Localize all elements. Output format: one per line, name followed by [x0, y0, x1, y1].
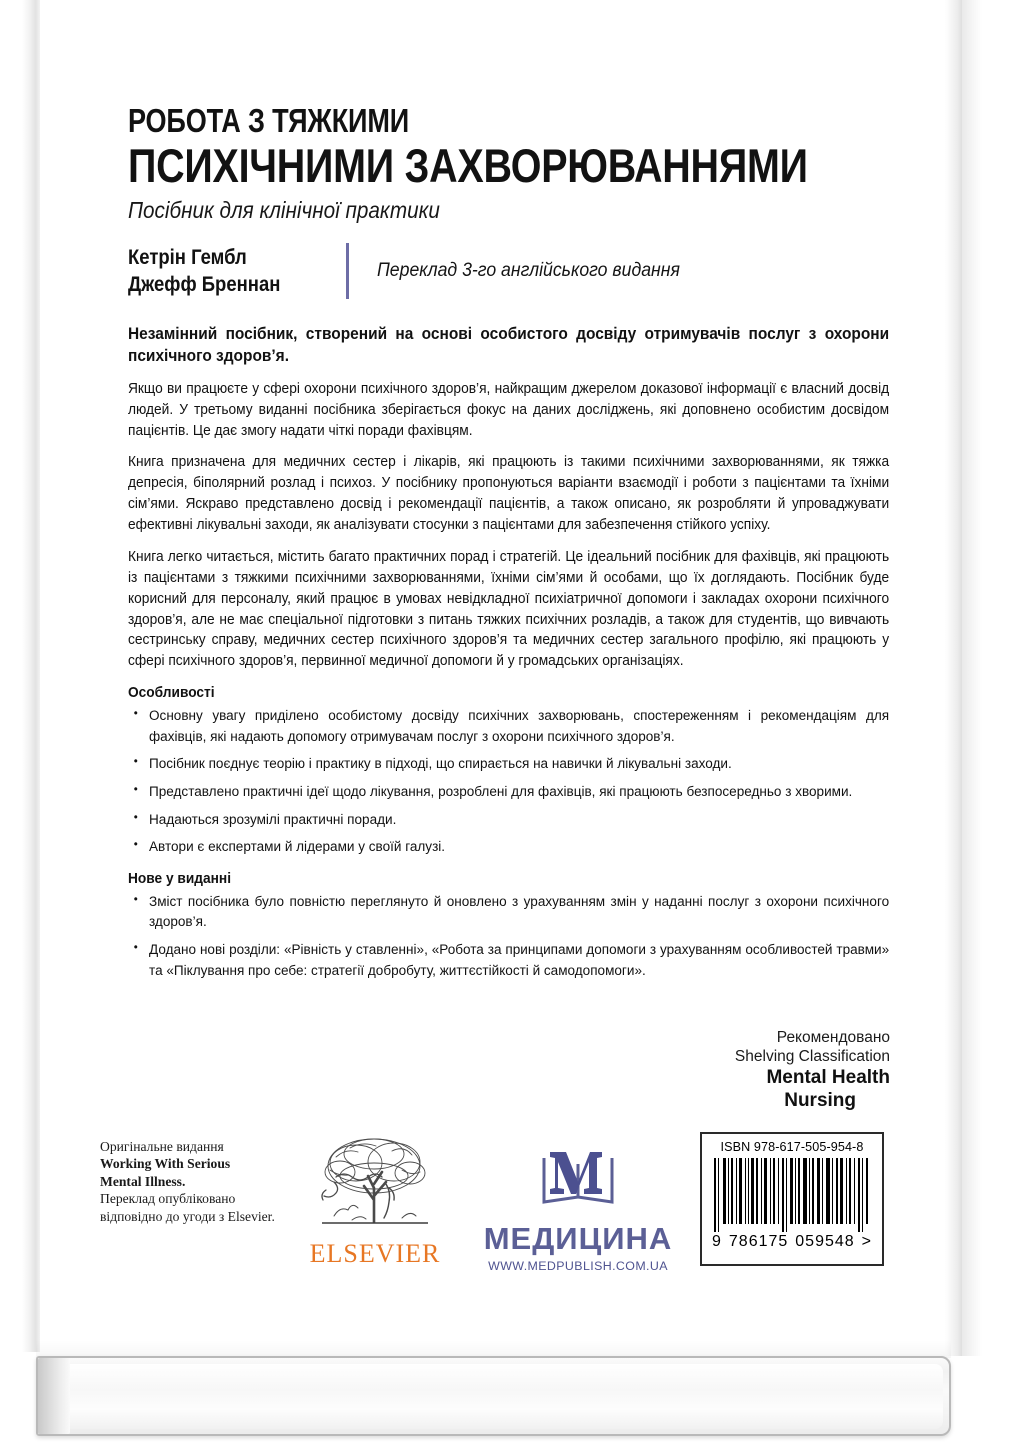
blurb-lead: Незамінний посібник, створений на основі особистого досвіду отримувачів послуг з охорони психічного здоров’я. [128, 325, 890, 366]
shelving-recommendation [128, 1028, 890, 1113]
author-name-2: Джефф Бреннан [128, 273, 281, 297]
original-edition-line-5: відповідно до угоди з Elsevier. [100, 1208, 275, 1224]
author-name-1: Кетрін Гембл [128, 245, 247, 269]
back-cover-content [128, 104, 890, 981]
features-heading: Особливості [128, 685, 215, 702]
book-title-line-1: РОБОТА З ТЯЖКИМИ [128, 102, 410, 139]
medicina-url: WWW.MEDPUBLISH.COM.UA [488, 1259, 668, 1273]
elsevier-wordmark: ELSEVIER [309, 1239, 441, 1268]
book-page-block-spine-tab [38, 1358, 70, 1434]
original-edition-line-1: Оригінальне видання [100, 1139, 224, 1154]
recommendation-line-2: Shelving Classification [734, 1048, 890, 1066]
edition-note: Переклад 3-го англійського видання [377, 260, 680, 282]
isbn-barcode [700, 1132, 884, 1266]
list-item: • Автори є експертами й лідерами у своїй галузі. [128, 837, 889, 858]
elsevier-logo [305, 1130, 445, 1270]
book-right-edge-outer-shadow [962, 0, 982, 1356]
elsevier-tree-icon [306, 1130, 444, 1236]
list-item: • Основну увагу приділено особистому досвіду психічних захворювань, спостереженням і рекомендаціям для фахівців, які надають допомогу отримувачам послуг з охорони психічного здоров’я. [128, 706, 889, 747]
barcode-bars-icon [712, 1158, 872, 1232]
blurb-paragraph-3: Книга легко читається, містить багато практичних порад і стратегій. Це ідеальний посібник для фахівців, які працюють із пацієнтами з тяжкими психічними захворюваннями, їхніми сім’ями й особами, що їх доглядають. Посібник буде корисний для персоналу, який працює в умовах невідкладної психіатричної допомоги і закладах охорони психічного здоров’я, але не має спеціальної підготовки з питань тяжких психічних розладів, а також для студентів, що вивчають сестринську справу, медичних сестер психічного здоров’я та медичних сестер загального профілю, які працюють у сфері психічного здоров’я, первинної медичної допомоги й у громадських організаціях. [128, 548, 890, 670]
original-edition-note [100, 1138, 310, 1225]
medicina-wordmark: МЕДИЦИНА [483, 1221, 673, 1256]
barcode-digits [712, 1233, 872, 1251]
book-page-block [36, 1356, 951, 1436]
barcode-digit-right: > [861, 1233, 872, 1250]
original-edition-line-3: Mental Illness. [100, 1173, 186, 1189]
barcode-digit-group-1: 786175 [728, 1233, 789, 1250]
blurb-paragraph-2: Книга призначена для медичних сестер і лікарів, які працюють із такими психічними захворюваннями, як тяжка депресія, біполярний розлад і психоз. У посібнику пропонуються варіанти взаємодії і роботи з пацієнтами та їхніми сім’ями. Яскраво представлено досвід і рекомендації пацієнтів, а також описано, як розробляти й упроваджувати ефективні лікувальні заходи, як аналізувати стосунки з пацієнтами для забезпечення стійкого успіху. [128, 454, 890, 534]
original-edition-line-2: Working With Serious [100, 1156, 231, 1172]
list-item: • Представлено практичні ідеї щодо лікування, розроблені для фахівців, які працюють безпосередньо з хворими. [128, 782, 889, 803]
blurb-paragraph-1: Якщо ви працюєте у сфері охорони психічного здоров’я, найкращим джерелом доказової інформації є власний досвід людей. У третьому виданні посібника зберігається фокус на даних досліджень, які доповнено особистим досвідом пацієнтів. Це дає змогу надати чіткі поради фахівцям. [128, 380, 890, 439]
book-title-line-2: ПСИХІЧНИМИ ЗАХВОРЮВАННЯМИ [128, 138, 808, 192]
author-names [128, 244, 304, 299]
recommendation-line-4: Nursing [784, 1090, 856, 1112]
vertical-divider [346, 243, 349, 299]
list-item: • Додано нові розділи: «Рівність у ставленні», «Робота за принципами допомоги з урахуванням особливостей травми» та «Піклування про себе: стратегії добробуту, життєстійкості й самодопомоги». [128, 940, 889, 981]
barcode-digit-left: 9 [712, 1233, 722, 1250]
back-cover-footer [100, 1130, 900, 1280]
whats-new-heading: Нове у виданні [128, 870, 232, 887]
list-item: • Надаються зрозумілі практичні поради. [128, 810, 889, 831]
features-list [128, 706, 889, 858]
list-item: • Зміст посібника було повністю переглянуто й оновлено з урахуванням змін у наданні послуг з охорони психічного здоров’я. [128, 892, 889, 933]
original-edition-line-4: Переклад опубліковано [100, 1191, 236, 1207]
whats-new-list [128, 892, 889, 981]
medicina-logo [478, 1142, 678, 1273]
isbn-text: ISBN 978-617-505-954-8 [720, 1140, 864, 1154]
recommendation-line-1: Рекомендовано [776, 1029, 890, 1046]
list-item: • Посібник поєднує теорію і практику в підході, що спирається на навички й лікувальні заходи. [128, 754, 889, 775]
author-row [128, 240, 890, 302]
book-page-block-inner [46, 1364, 943, 1429]
recommendation-line-3: Mental Health [766, 1067, 890, 1089]
book-subtitle: Посібник для клінічної практики [128, 197, 440, 224]
medicina-book-m-icon [524, 1142, 632, 1214]
barcode-digit-group-2: 059548 [795, 1233, 855, 1250]
